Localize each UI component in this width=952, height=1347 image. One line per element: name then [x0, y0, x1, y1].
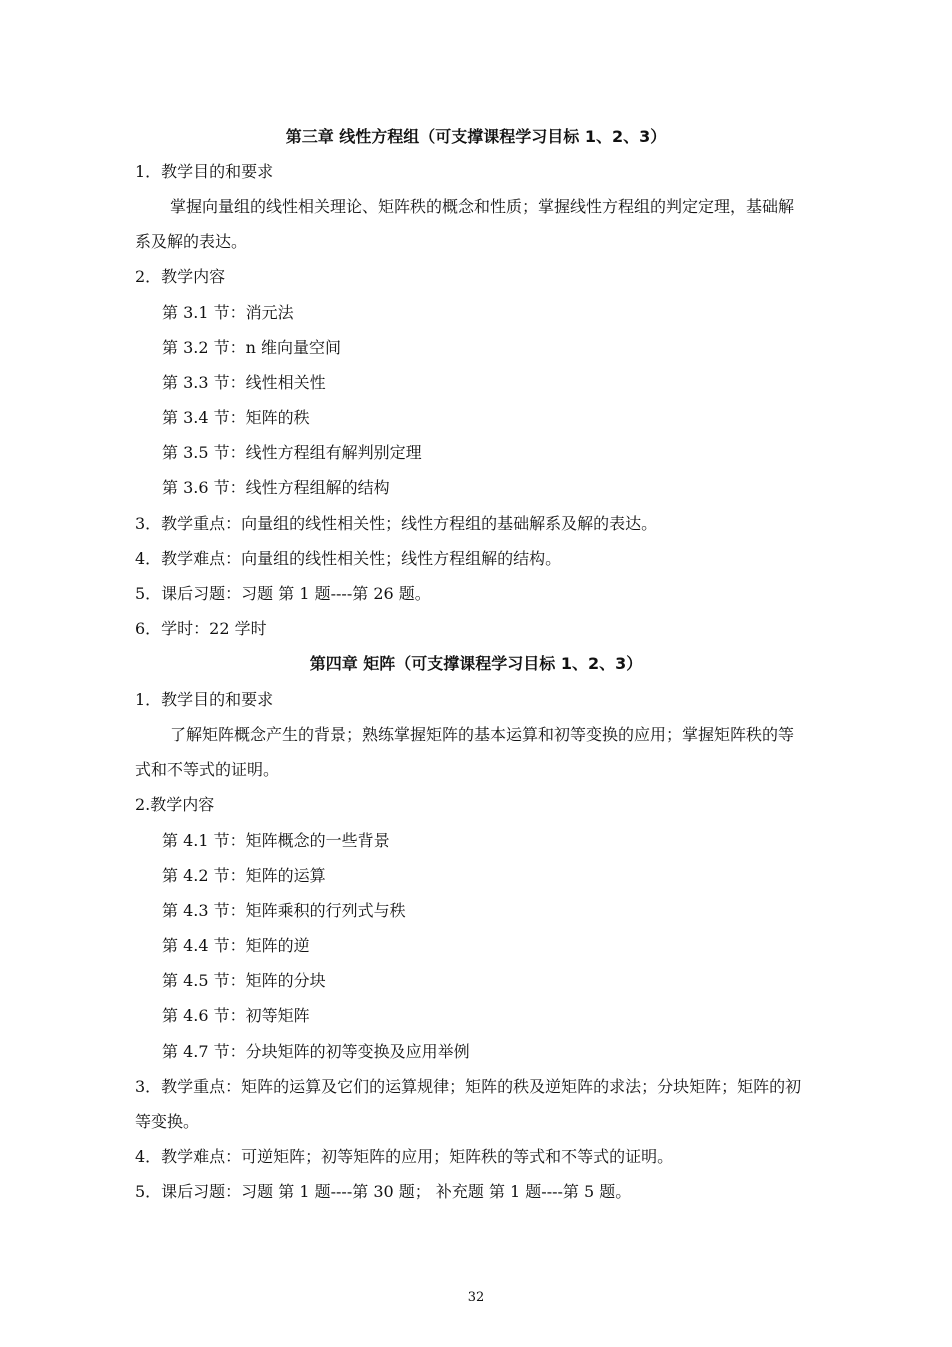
chapter3-content-heading: 2．教学内容	[135, 267, 226, 286]
chapter4-section-item: 第 4.3 节：矩阵乘积的行列式与秩	[162, 901, 406, 920]
chapter3-exercises: 5．课后习题：习题 第 1 题----第 26 题。	[135, 584, 431, 603]
chapter3-difficulties: 4．教学难点：向量组的线性相关性；线性方程组解的结构。	[135, 549, 562, 568]
page-number: 32	[467, 1290, 485, 1305]
chapter3-section-item: 第 3.2 节：n 维向量空间	[162, 338, 342, 357]
chapter4-section-item: 第 4.1 节：矩阵概念的一些背景	[162, 831, 390, 850]
chapter3-section-item: 第 3.1 节：消元法	[162, 303, 294, 322]
chapter3-goal-heading: 1．教学目的和要求	[135, 162, 274, 181]
chapter4-key-points-2: 等变换。	[135, 1112, 200, 1131]
chapter4-goal-text-1: 了解矩阵概念产生的背景；熟练掌握矩阵的基本运算和初等变换的应用；掌握矩阵秩的等	[170, 725, 795, 744]
chapter3-key-points: 3．教学重点：向量组的线性相关性；线性方程组的基础解系及解的表达。	[135, 514, 658, 533]
chapter3-section-item: 第 3.6 节：线性方程组解的结构	[162, 478, 390, 497]
chapter4-section-item: 第 4.5 节：矩阵的分块	[162, 971, 326, 990]
chapter4-exercises: 5．课后习题：习题 第 1 题----第 30 题； 补充题 第 1 题----第 5 题。	[135, 1182, 632, 1201]
chapter4-goal-text-2: 式和不等式的证明。	[135, 760, 280, 779]
chapter3-section-item: 第 3.5 节：线性方程组有解判别定理	[162, 443, 422, 462]
chapter3-title: 第三章 线性方程组（可支撑课程学习目标 1、2、3）	[285, 127, 667, 146]
chapter4-key-points-1: 3．教学重点：矩阵的运算及它们的运算规律；矩阵的秩及逆矩阵的求法；分块矩阵；矩阵的初	[135, 1077, 802, 1096]
chapter4-goal-heading: 1．教学目的和要求	[135, 690, 274, 709]
chapter4-section-item: 第 4.2 节：矩阵的运算	[162, 866, 326, 885]
chapter4-title: 第四章 矩阵（可支撑课程学习目标 1、2、3）	[309, 654, 643, 673]
chapter3-section-item: 第 3.3 节：线性相关性	[162, 373, 326, 392]
chapter3-hours: 6．学时：22 学时	[135, 619, 267, 638]
chapter4-section-item: 第 4.7 节：分块矩阵的初等变换及应用举例	[162, 1042, 470, 1061]
chapter3-goal-text-1: 掌握向量组的线性相关理论、矩阵秩的概念和性质；掌握线性方程组的判定定理，基础解	[170, 197, 795, 216]
chapter3-goal-text-2: 系及解的表达。	[135, 232, 248, 251]
chapter3-section-item: 第 3.4 节：矩阵的秩	[162, 408, 310, 427]
chapter4-section-item: 第 4.6 节：初等矩阵	[162, 1006, 310, 1025]
chapter4-difficulties: 4．教学难点：可逆矩阵；初等矩阵的应用；矩阵秩的等式和不等式的证明。	[135, 1147, 674, 1166]
chapter4-section-item: 第 4.4 节：矩阵的逆	[162, 936, 310, 955]
chapter4-content-heading: 2.教学内容	[135, 795, 215, 814]
